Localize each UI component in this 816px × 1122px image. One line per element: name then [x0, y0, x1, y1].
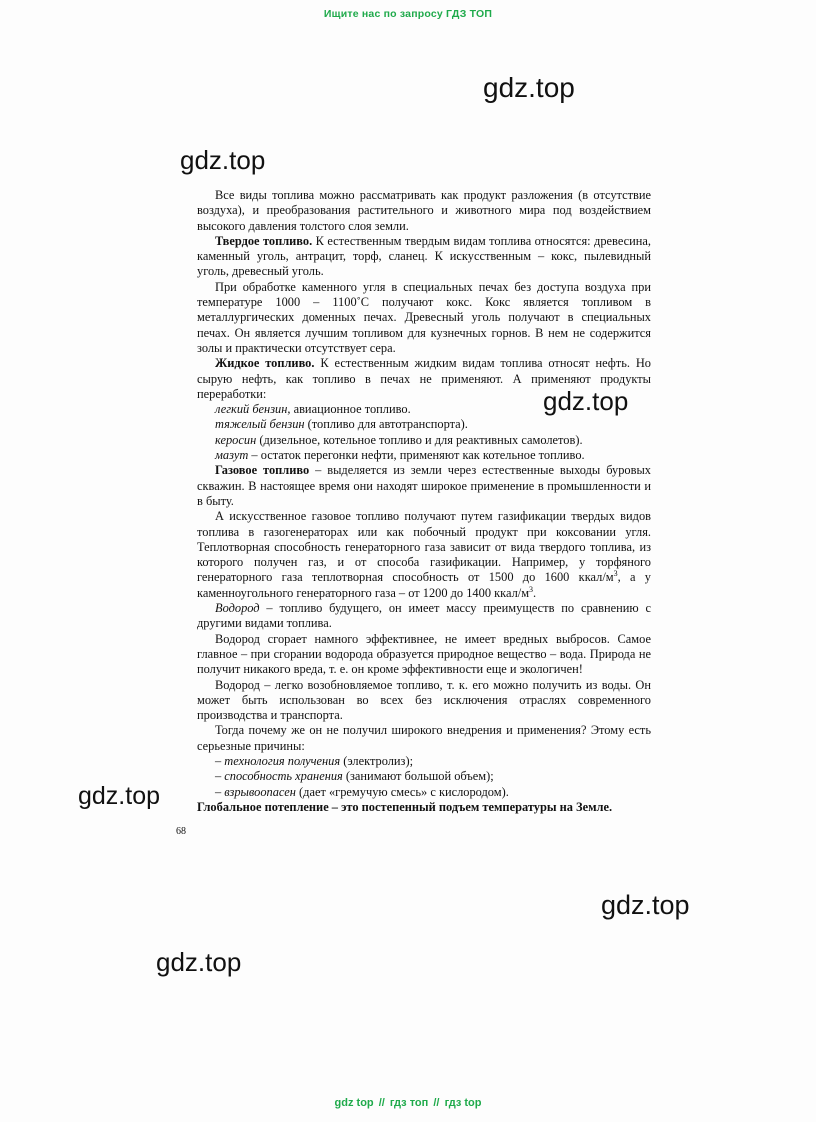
footer-links — [0, 1097, 816, 1109]
list-item-term: легкий бензин, — [215, 402, 291, 417]
footer-separator: // — [433, 1097, 440, 1109]
paragraph-solid-fuel — [197, 234, 651, 280]
paragraph-text: К естественным жидким видам топлива относят нефть. Но сырую нефть, как топливо в печах не применяют. А применяют продукты переработки: — [197, 356, 651, 401]
term-hydrogen: Водород — [215, 601, 260, 616]
list-item — [197, 402, 651, 417]
paragraph-text: – топливо будущего, он имеет массу преимуществ по сравнению с другими видами топлива. — [197, 601, 651, 631]
list-item-term: керосин — [215, 432, 257, 447]
list-item-term: мазут — [215, 448, 249, 463]
page-body-text — [197, 188, 651, 815]
list-item-text: (дизельное, котельное топливо и для реактивных самолетов). — [256, 432, 583, 447]
list-item-text: (топливо для автотранспорта). — [304, 417, 468, 432]
paragraph-text: При обработке каменного угля в специальных печах без доступа воздуха при температуре 1000 – 1100˚С получают кокс. Кокс является топливом в металлургических доменных печах. Древесный уголь получают в специальных печах. Он является лучшим топливом для кузнечных горнов. В нем не содержится золы и практически отсутствует сера. — [197, 279, 651, 355]
paragraph-text: . — [533, 585, 537, 600]
paragraph-coke — [197, 280, 651, 356]
watermark-gdz-top: gdz.top — [543, 386, 629, 416]
list-item — [197, 433, 651, 448]
lead-in-liquid-fuel: Жидкое топливо. — [215, 356, 315, 371]
footer-link-gdz-top-mixed[interactable]: гдз top — [444, 1097, 482, 1109]
list-item — [197, 448, 651, 463]
paragraph-hydrogen-intro — [197, 601, 651, 632]
paragraph-intro — [197, 188, 651, 234]
list-item-text: авиационное топливо. — [290, 402, 411, 417]
paragraph-global-warming — [197, 800, 651, 815]
paragraph-liquid-fuel — [197, 356, 651, 402]
list-item-text: (электролиз); — [340, 753, 414, 768]
list-item-term: – взрывоопасен — [215, 784, 296, 799]
footer-link-gdz-top-ru[interactable]: гдз топ — [389, 1097, 429, 1109]
list-item-term: тяжелый бензин — [215, 417, 305, 432]
watermark-gdz-top: gdz.top — [180, 145, 266, 175]
list-item — [197, 417, 651, 432]
list-item — [197, 754, 651, 769]
paragraph-gas-fuel — [197, 463, 651, 509]
superscript-cubic-meter: 3 — [613, 569, 618, 579]
top-promo-banner: Ищите нас по запросу ГДЗ ТОП — [323, 8, 493, 20]
paragraph-artificial-gas — [197, 509, 651, 601]
watermark-gdz-top: gdz.top — [78, 782, 161, 810]
paragraph-text: А искусственное газовое топливо получают путем газификации твердых видов топлива в газогенераторах или как побочный продукт при коксовании угля. Теплотворная способность генераторного газа зависит от вида твердого топлива, из которого получен газ, и от способа газификации. Например, у торфяного генераторного газа теплотворная способность от 1500 до 1600 ккал/м — [197, 509, 651, 585]
lead-in-solid-fuel: Твердое топливо. — [215, 233, 313, 248]
list-item — [197, 769, 651, 784]
list-item-text: (дает «гремучую смесь» с кислородом). — [295, 784, 509, 799]
list-item-text: – остаток перегонки нефти, применяют как котельное топливо. — [248, 448, 585, 463]
watermark-gdz-top: gdz.top — [156, 947, 242, 977]
list-item-term: – технология получения — [215, 753, 341, 768]
paragraph-text: Все виды топлива можно рассматривать как продукт разложения (в отсутствие воздуха), и преобразования растительного и животного мира под воздействием высокого давления толстого слоя земли. — [197, 188, 651, 233]
footer-separator: // — [378, 1097, 385, 1109]
paragraph-hydrogen-reasons — [197, 723, 651, 754]
paragraph-hydrogen-benefits — [197, 632, 651, 678]
paragraph-text: – выделяется из земли через естественные выходы буровых скважин. В настоящее время они находят широкое применение в промышленности и в быту. — [197, 463, 651, 508]
page-number: 68 — [176, 826, 186, 837]
paragraph-hydrogen-renewable — [197, 678, 651, 724]
watermark-gdz-top: gdz.top — [601, 890, 690, 920]
paragraph-text: , а у каменноугольного генераторного газа – от 1200 до 1400 ккал/м — [197, 570, 651, 600]
paragraph-text: Водород – легко возобновляемое топливо, т. к. его можно получить из воды. Он может быть использован во всех без исключения отраслях современного производства и транспорта. — [197, 677, 651, 723]
paragraph-text: Тогда почему же он не получил широкого внедрения и применения? Этому есть серьезные причины: — [197, 723, 651, 753]
paragraph-text: Водород сгорает намного эффективнее, не имеет вредных выбросов. Самое главное – при сгорании водорода образуется природное вещество – вода. Природа не получит никакого вреда, т. е. он кроме эффективности еще и экологичен! — [197, 631, 651, 677]
lead-in-gas-fuel: Газовое топливо — [215, 463, 310, 478]
watermark-gdz-top: gdz.top — [483, 72, 575, 103]
footer-link-gdz-top[interactable]: gdz top — [334, 1097, 374, 1109]
list-item-term: – способность хранения — [215, 769, 343, 784]
list-item-text: (занимают большой объем); — [342, 769, 494, 784]
statement-global-warming: Глобальное потепление – это постепенный подъем температуры на Земле. — [197, 799, 613, 814]
list-item — [197, 785, 651, 800]
paragraph-text: К естественным твердым видам топлива относятся: древесина, каменный уголь, антрацит, торф, сланец. К искусственным – кокс, пылевидный уголь, древесный уголь. — [197, 233, 651, 279]
superscript-cubic-meter: 3 — [529, 584, 534, 594]
